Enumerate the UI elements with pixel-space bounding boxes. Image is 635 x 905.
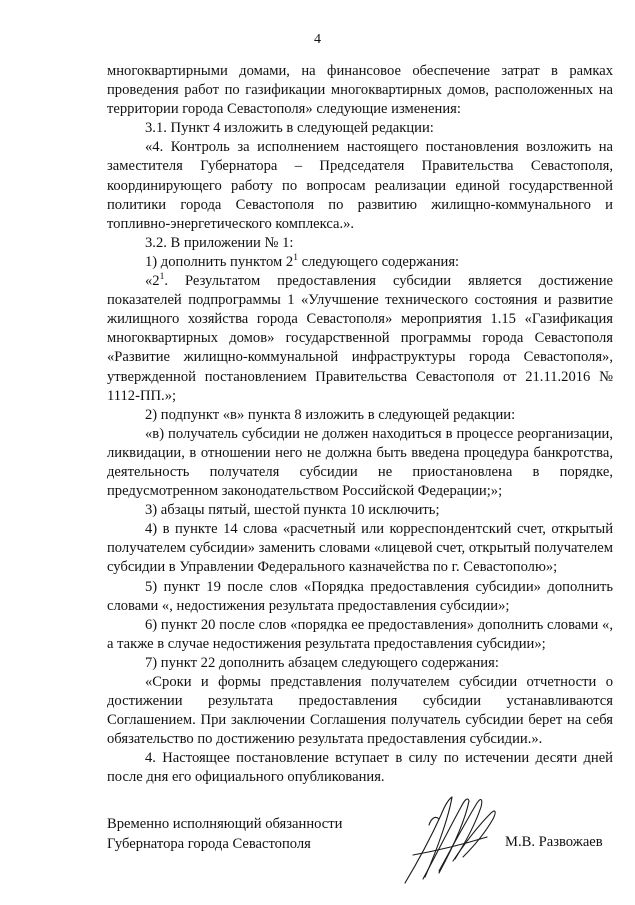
paragraph: 4. Настоящее постановление вступает в силу по истечении десяти дней после дня его официального опубликования. (107, 750, 613, 786)
paragraph: «в) получатель субсидии не должен находиться в процессе реорганизации, ликвидации, в отношении него не должна быть введена процедура банкротства, деятельность получателя субсидии не приостановлена в порядке, предусмотренном законодательством Российской Федерации;»; (107, 425, 613, 500)
paragraph: 2) подпункт «в» пункта 8 изложить в следующей редакции: (145, 406, 516, 423)
paragraph (107, 272, 613, 406)
paragraph: «Сроки и формы представления получателем субсидии отчетности о достижении результата предоставления субсидии устанавливаются Соглашением. При заключении Соглашения получатель субсидии берет на себя обязательство по достижению результата предоставления субсидии.». (107, 674, 613, 748)
paragraph (107, 253, 613, 272)
page-number: 4 (314, 32, 321, 47)
text-run: «2 (145, 273, 160, 290)
paragraph: многоквартирными домами, на финансовое обеспечение затрат в рамках проведения работ по газификации многоквартирных домов, расположенных на территории города Севастополя» следующие изменения: (107, 63, 613, 118)
paragraph: «4. Контроль за исполнением настоящего постановления возложить на заместителя Губернатора – Председателя Правительства Севастополя, координирующего работу по вопросам реализации единой государственной политики города Севастополя по развитию жилищно-коммунального и топливно-энергетического комплекса.». (107, 139, 613, 232)
handwritten-signature (395, 785, 505, 895)
paragraph: 3) абзацы пятый, шестой пункта 10 исключить; (145, 502, 440, 519)
position-line: Временно исполняющий обязанности (107, 816, 343, 832)
signatory-position (107, 815, 342, 854)
document-body (107, 62, 613, 788)
text-run: 1) дополнить пунктом 2 (145, 253, 294, 270)
paragraph: 3.2. В приложении № 1: (145, 234, 294, 251)
position-line: Губернатора города Севастополя (107, 835, 311, 852)
paragraph: 5) пункт 19 после слов «Порядка предоставления субсидии» дополнить словами «, недостижения результата предоставления субсидии»; (107, 578, 613, 614)
paragraph: 4) в пункте 14 слова «расчетный или корреспондентский счет, открытый получателем субсидии» заменить словами «лицевой счет, открытый получателем субсидии в Управлении Федерального казначейства по г. Севастополю»; (107, 521, 613, 576)
superscript: 1 (293, 252, 298, 263)
paragraph: 6) пункт 20 после слов «порядка ее предоставления» дополнить словами «, а также в случае недостижения результата предоставления субсидии»; (107, 616, 613, 652)
text-run: следующего содержания: (297, 253, 460, 270)
paragraph: 7) пункт 22 дополнить абзацем следующего содержания: (145, 654, 499, 671)
superscript: 1 (159, 272, 165, 283)
signatory-name: М.В. Развожаев (505, 834, 603, 850)
text-run: . Результатом предоставления субсидии является достижение показателей подпрограммы 1 «Улучшение технического состояния и развитие жилищного хозяйства города Севастополя» мероприятия 1.15 «Газификация многоквартирных домов» государственной программы города Севастополя «Развитие жилищно-коммунальной инфраструктуры города Севастополя», утвержденной постановлением Правительства Севастополя от 21.11.2016 № 1112-ПП.»; (107, 273, 613, 404)
paragraph: 3.1. Пункт 4 изложить в следующей редакции: (145, 120, 434, 137)
